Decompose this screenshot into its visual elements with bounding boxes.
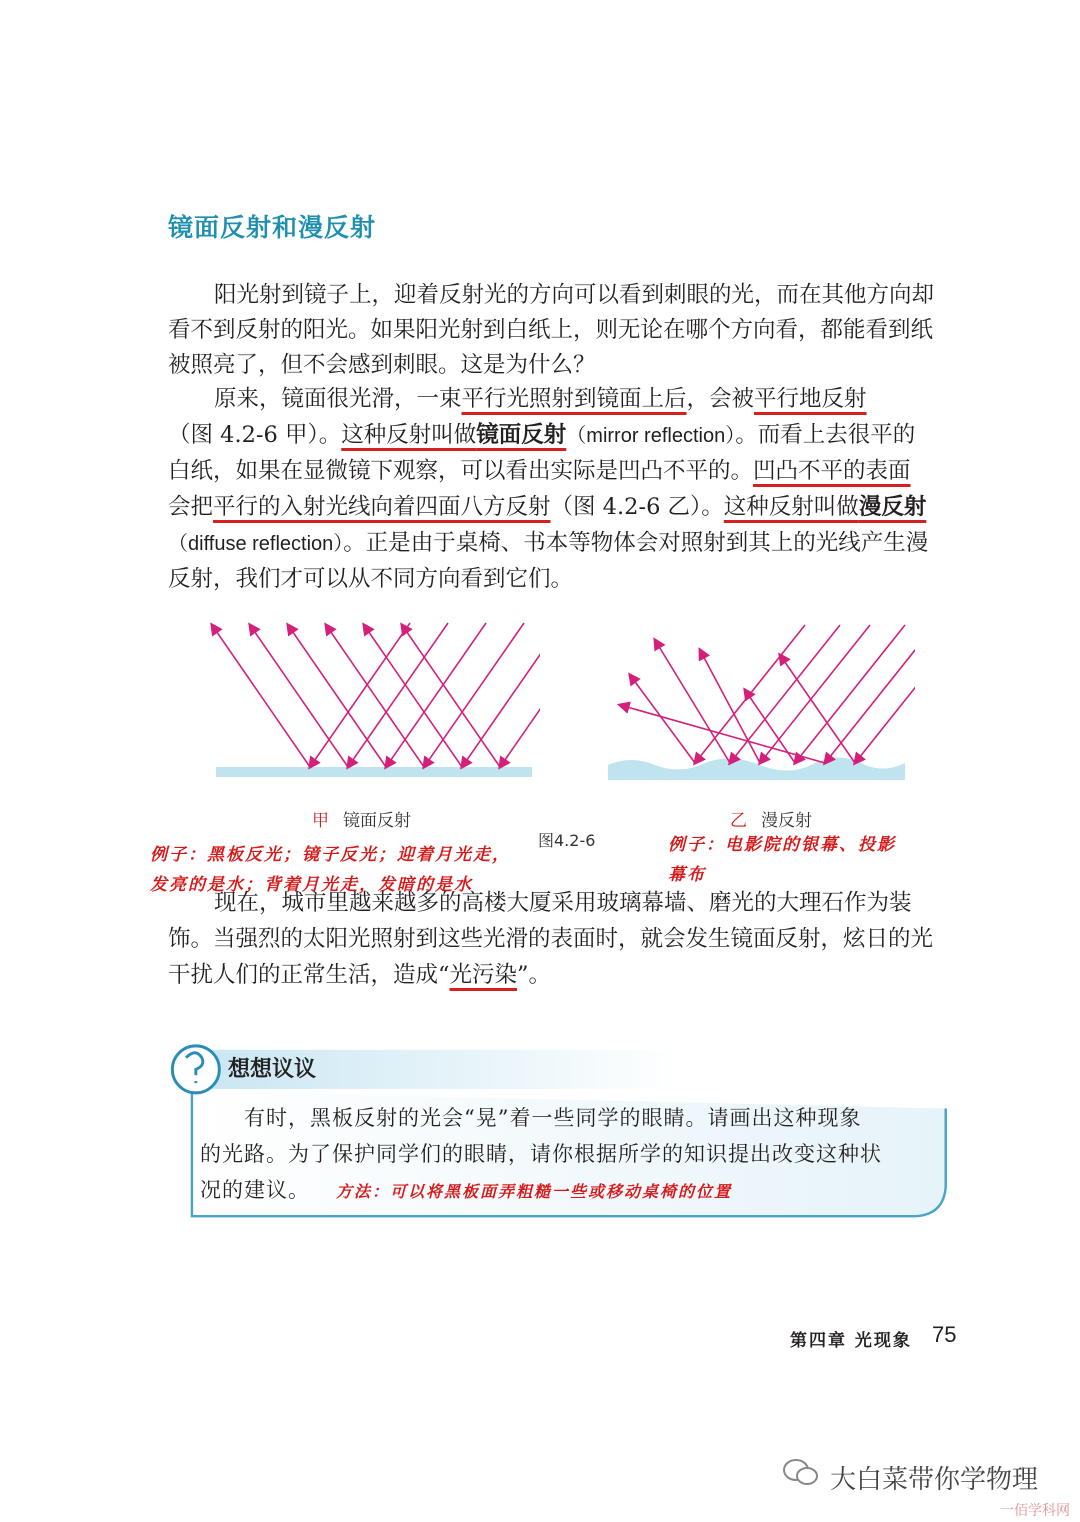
note-mirror-examples: 例子：黑板反光；镜子反光；迎着月光走， 发亮的是水；背着月光走，发暗的是水 <box>150 845 511 895</box>
text-line: 看不到反射的阳光。如果阳光射到白纸上，则无论在哪个方向看，都能看到纸 <box>168 317 934 343</box>
light-ray <box>760 625 870 763</box>
watermark-text: 大白菜带你学物理 <box>830 1465 1039 1495</box>
page-number: 75 <box>932 1322 957 1347</box>
light-ray <box>825 625 915 763</box>
rough-surface <box>608 757 905 780</box>
mirror-surface <box>216 767 532 777</box>
diffuse-reflection-diagram <box>600 615 915 785</box>
light-ray <box>402 625 500 767</box>
light-ray <box>780 655 855 763</box>
light-ray <box>212 625 310 767</box>
light-ray <box>250 625 348 767</box>
text-line: 干扰人们的正常生活，造成“光污染”。 <box>168 962 552 988</box>
term-mirror-reflection: 镜面反射 <box>476 422 567 448</box>
paragraph-2 <box>168 382 958 597</box>
light-ray <box>310 623 410 767</box>
light-ray <box>326 625 424 767</box>
light-ray <box>424 623 524 767</box>
think-text: 有时，黑板反射的光会“晃”着一些同学的眼睛。请画出这种现象 的光路。为了保护同学们的眼睛，请你根据所学的知识提出改变这种状 况的建议。 方法：可以将黑板面弄粗糙一些或移动桌椅的位置 <box>200 1106 882 1202</box>
light-ray <box>288 625 386 767</box>
light-ray <box>795 625 905 763</box>
think-icon <box>165 1046 213 1094</box>
wechat-icon <box>782 1458 820 1488</box>
text-line: 白纸，如果在显微镜下观察，可以看出实际是凹凸不平的。凹凸不平的表面 <box>168 458 911 484</box>
caption-mirror: 甲 镜面反射 <box>312 811 411 831</box>
text-line: 反射，我们才可以从不同方向看到它们。 <box>168 566 574 592</box>
section-title: 镜面反射和漫反射 <box>168 213 377 242</box>
note-diffuse-examples: 例子：电影院的银幕、投影 幕布 <box>668 835 896 885</box>
text-line: 被照亮了，但不会感到刺眼。这是为什么？ <box>168 352 596 378</box>
text-line: 饰。当强烈的太阳光照射到这些光滑的表面时，就会发生镜面反射，炫日的光 <box>168 926 934 952</box>
caption-diffuse: 乙 漫反射 <box>730 811 812 831</box>
think-title: 想想议议 <box>228 1057 317 1082</box>
light-ray <box>855 625 915 763</box>
chapter-footer: 第四章 光现象 <box>790 1331 912 1351</box>
text-line: （图 4.2-6 甲）。这种反射叫做镜面反射（mirror reflection）。而看上去很平的 <box>168 422 916 448</box>
text-line: 阳光射到镜子上，迎着反射光的方向可以看到刺眼的光，而在其他方向却 <box>214 282 935 308</box>
text-line: 会把平行的入射光线向着四面八方反射（图 4.2-6 乙）。这种反射叫做漫反射 <box>168 494 927 520</box>
paragraph-3 <box>168 886 958 996</box>
light-ray <box>620 705 825 763</box>
paragraph-1 <box>168 278 958 388</box>
figure-label: 图4.2-6 <box>538 831 596 850</box>
light-ray <box>730 625 840 763</box>
mirror-reflection-diagram <box>210 615 540 785</box>
light-ray <box>500 623 540 767</box>
light-ray <box>348 623 448 767</box>
light-ray <box>386 623 486 767</box>
light-ray <box>364 625 462 767</box>
term-diffuse-reflection: 漫反射 <box>858 494 927 520</box>
note-method: 方法：可以将黑板面弄粗糙一些或移动桌椅的位置 <box>336 1182 733 1201</box>
light-ray <box>655 640 730 763</box>
text-line: 原来，镜面很光滑，一束平行光照射到镜面上后，会被平行地反射 <box>214 386 867 412</box>
watermark-site: 一佰学科网 <box>1000 1503 1070 1519</box>
text-line: 现在，城市里越来越多的高楼大厦采用玻璃幕墙、磨光的大理石作为装 <box>214 890 912 916</box>
text-line: （diffuse reflection）。正是由于桌椅、书本等物体会对照射到其上的光线产生漫 <box>168 530 929 556</box>
